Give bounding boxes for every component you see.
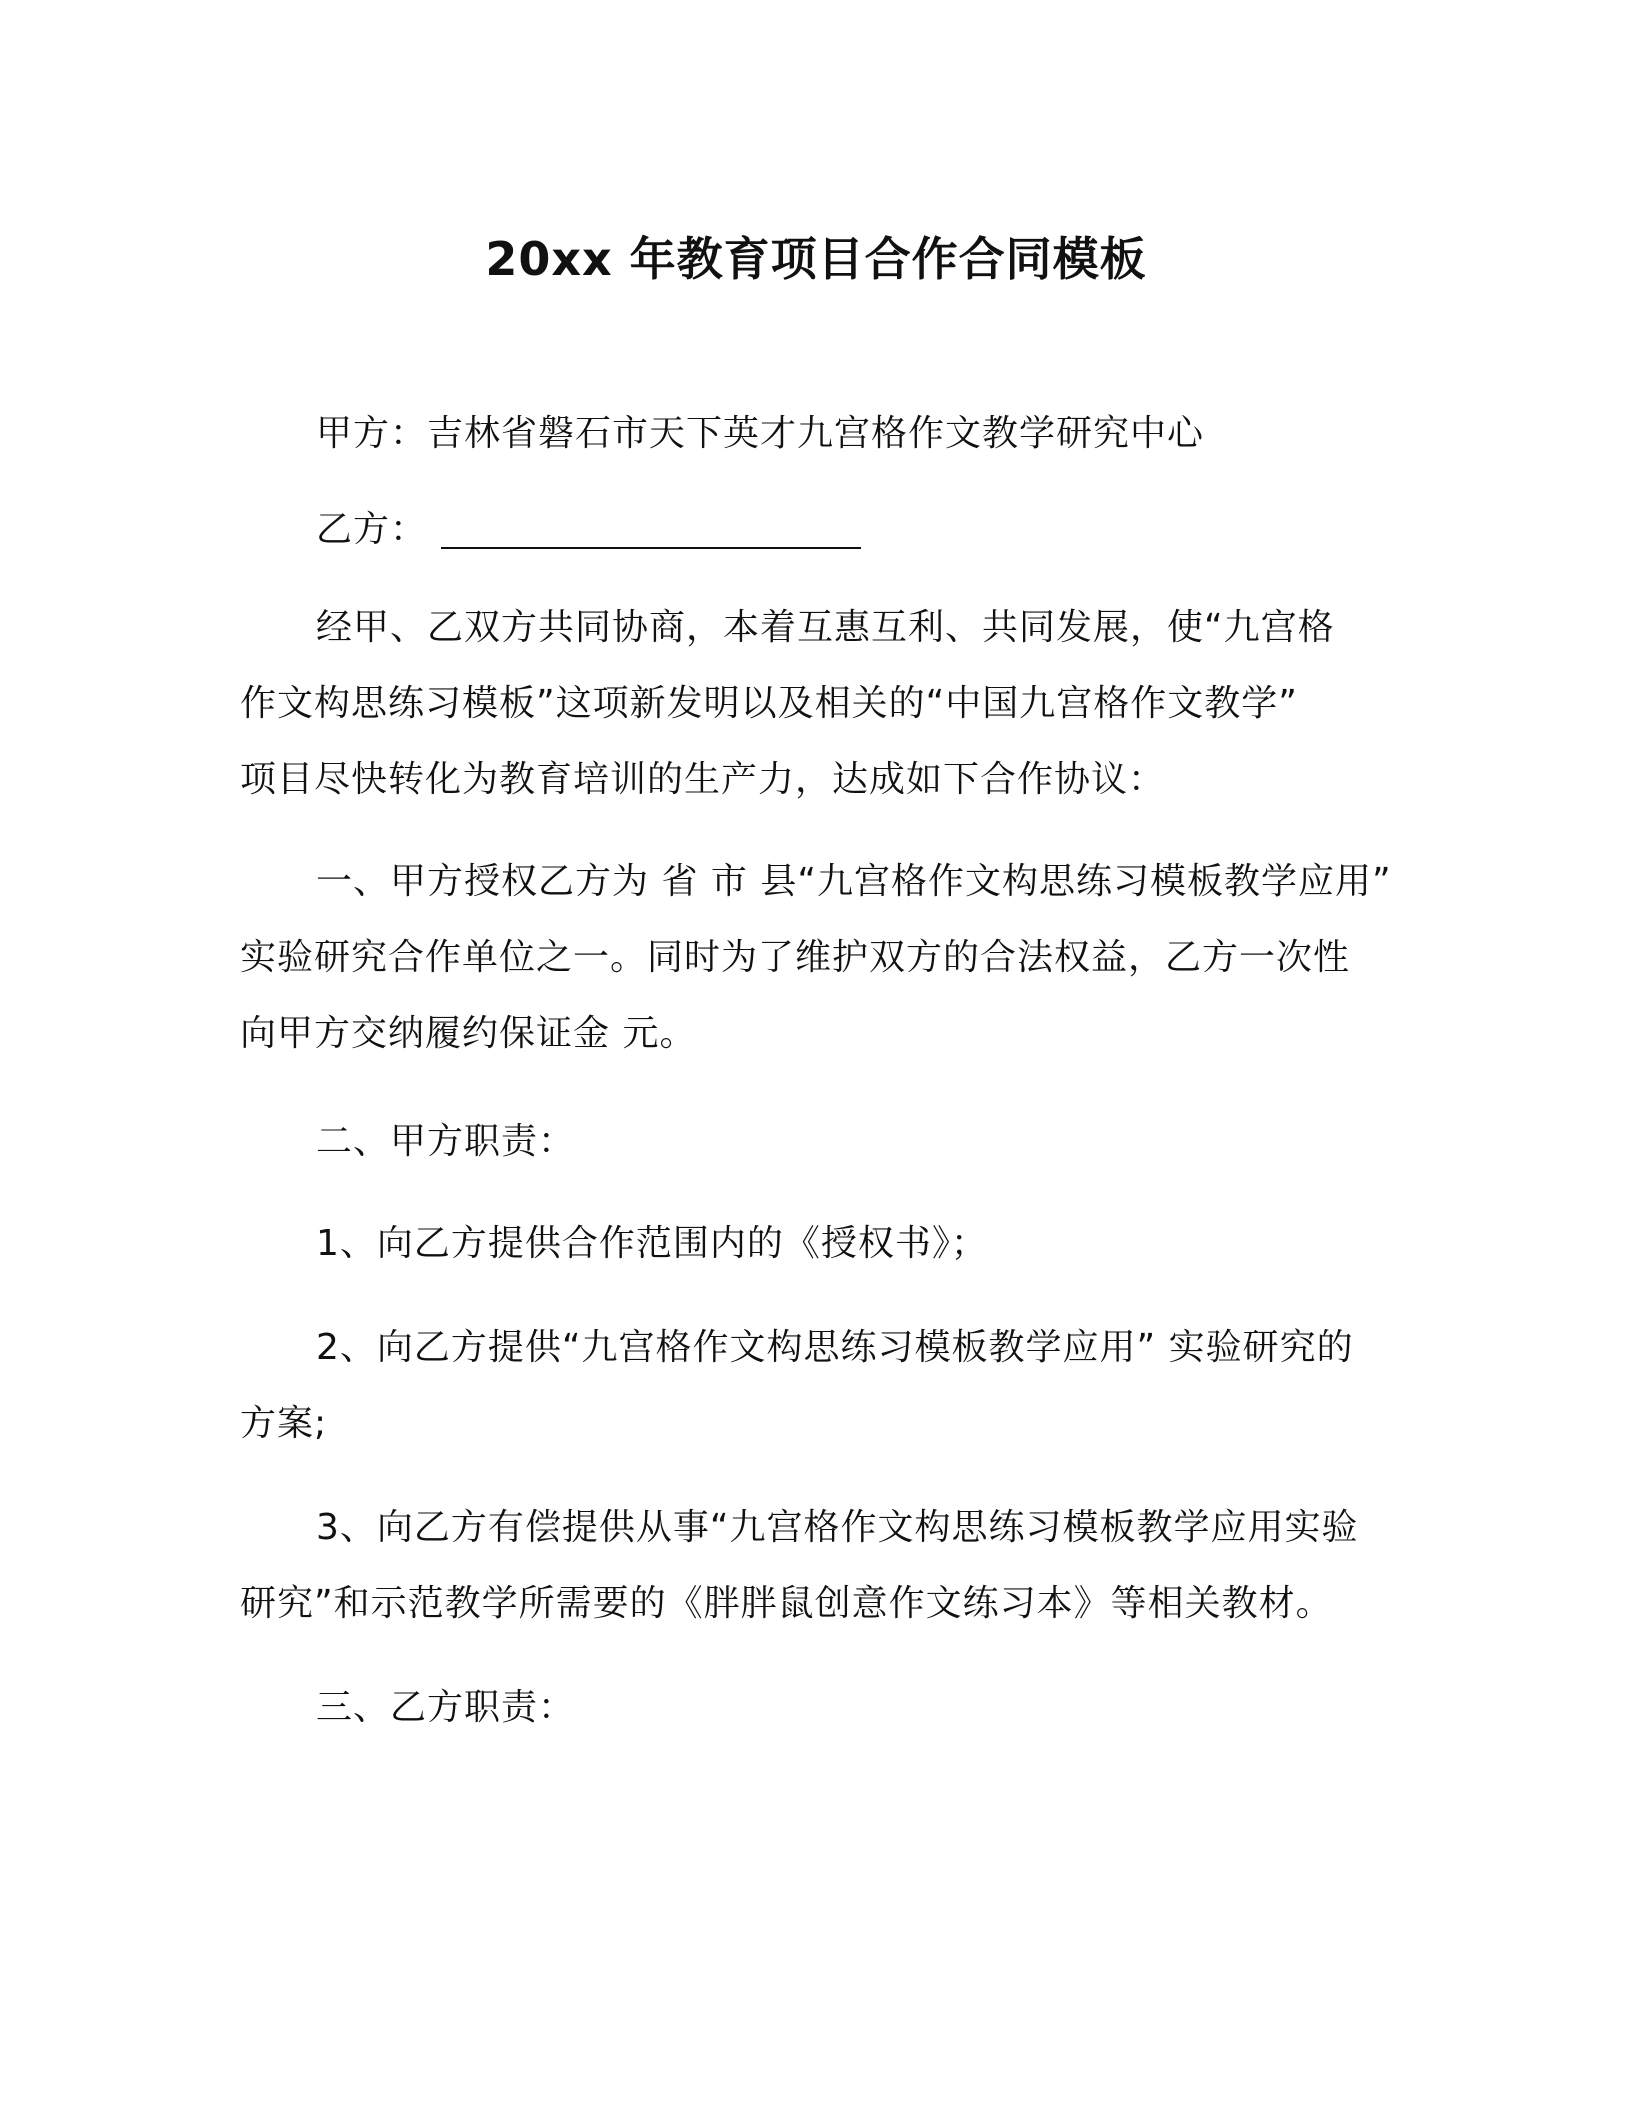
duty-a-1: 1、向乙方提供合作范围内的《授权书》； xyxy=(316,1223,988,1264)
intro-line-2: 作文构思练习模板”这项新发明以及相关的“中国九宫格作文教学” xyxy=(240,683,1298,724)
party-b-blank xyxy=(441,507,861,549)
intro-line-1: 经甲、乙双方共同协商，本着互惠互利、共同发展，使“九宫格 xyxy=(316,607,1335,648)
intro-paragraph xyxy=(240,590,1400,818)
duty-a-3-line-1: 3、向乙方有偿提供从事“九宫格作文构思练习模板教学应用实验 xyxy=(316,1507,1359,1548)
clause-3-heading: 三、乙方职责： xyxy=(316,1687,576,1728)
clause-1-line-1: 一、甲方授权乙方为 省 市 县“九宫格作文构思练习模板教学应用” xyxy=(316,861,1392,902)
clause-1-line-3: 向甲方交纳履约保证金 元。 xyxy=(240,1013,697,1054)
clause-1-paragraph xyxy=(240,844,1400,1072)
duty-a-2-paragraph xyxy=(240,1310,1400,1462)
duty-a-3-line-2: 研究”和示范教学所需要的《胖胖鼠创意作文练习本》等相关教材。 xyxy=(240,1583,1333,1624)
duty-a-2-line-1: 2、向乙方提供“九宫格作文构思练习模板教学应用” 实验研究的 xyxy=(316,1327,1354,1368)
duty-a-2-line-2: 方案; xyxy=(240,1403,328,1444)
party-b-label: 乙方： xyxy=(316,509,428,550)
party-b-line xyxy=(240,492,1400,568)
clause-1-line-2: 实验研究合作单位之一。同时为了维护双方的合法权益，乙方一次性 xyxy=(240,937,1351,978)
clause-2-heading: 二、甲方职责： xyxy=(316,1121,576,1162)
intro-line-3: 项目尽快转化为教育培训的生产力，达成如下合作协议： xyxy=(240,759,1166,800)
duty-a-3-paragraph xyxy=(240,1490,1400,1642)
document-title: 20xx 年教育项目合作合同模板 xyxy=(485,232,1147,286)
party-a-line: 甲方：吉林省磐石市天下英才九宫格作文教学研究中心 xyxy=(316,413,1205,454)
